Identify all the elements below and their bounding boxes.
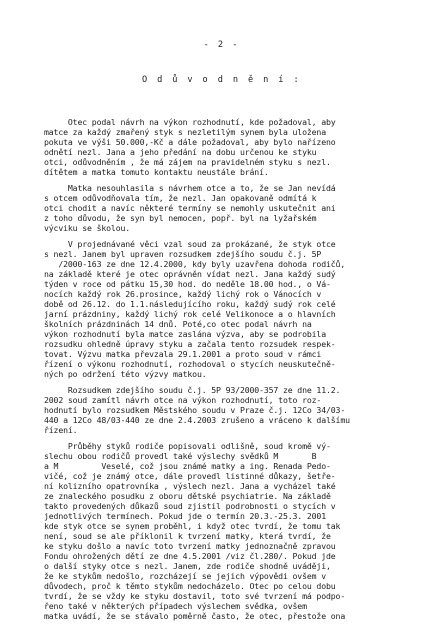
text-line: ných po održení této výzvy matkou.: [44, 369, 207, 379]
text-line: /2000-163 ze dne 12.4.2000, kdy byly uzavřena dohoda rodičů,: [44, 259, 346, 269]
text-line: a M Veselé, což jsou známé matky a ing. Renada Pedo-: [44, 461, 331, 471]
text-line: vičé, což je známý otce, dále provedl listinné důkazy, šetře-: [44, 471, 336, 481]
paragraph: [44, 441, 406, 621]
text-line: řízení o výkonu rozhodnutí, rozhodoval o stycích neuskutečně-: [44, 359, 336, 369]
text-line: ke styku došlo a navíc toto tvrzení matky jednoznačně zpravou: [44, 541, 336, 551]
text-line: tvrdí, že se vždy ke styku dostavil, toto své tvrzení má podpo-: [44, 591, 346, 601]
paragraph: [44, 385, 406, 435]
paragraph: [44, 239, 406, 379]
text-line: 2002 soud zamítl návrh otce na výkon rozhodnutí, toto roz-: [44, 395, 322, 405]
text-line: s nezl. Janem byl upraven rozsudkem zdejšího soudu č.j. 5P: [44, 249, 322, 259]
text-line: že ke stykům nedošlo, rozcházejí se jejich výpovědi ovšem v: [44, 571, 326, 581]
text-line: kde styk otce se synem proběhl, i když otec tvrdí, že tomu tak: [44, 521, 341, 531]
text-line: výcviku se školou.: [44, 223, 131, 233]
text-line: o další styky otce s nezl. Janem, zde rodiče shodně uváději,: [44, 561, 331, 571]
text-line: řízení.: [44, 425, 78, 435]
text-line: hodnutí bylo rozsudkem Městského soudu v Praze č.j. 12Co 34/03-: [44, 405, 346, 415]
page-number: - 2 -: [203, 40, 240, 50]
text-line: Otec podal návrh na výkon rozhodnutí, kde požadoval, aby: [44, 117, 336, 127]
text-line: rozsudku ohledně úpravy styku a začala tento rozsudek respek-: [44, 339, 336, 349]
text-line: 440 a 12Co 48/03-440 ze dne 2.4.2003 zrušeno a vráceno k dalšímu: [44, 415, 350, 425]
text-line: otci chodit a navíc některé termíny se nemohly uskutečnit ani: [44, 203, 336, 213]
text-line: Fondu ohrožených dětí ze dne 4.5.2001 /viz čl.280/. Pokud jde: [44, 551, 336, 561]
paragraph: [44, 117, 406, 177]
text-line: Matka nesouhlasila s návrhem otce a to, že se Jan nevídá: [44, 183, 336, 193]
text-line: z toho důvodu, že syn byl nemocen, popř. byl na lyžařském: [44, 213, 317, 223]
text-line: otci, odůvodněním , že má zájem na pravidelném styku s nezl.: [44, 157, 331, 167]
text-line: jednotlivých termínech. Pokud jde o termín 20.3.-25.3. 2001: [44, 511, 326, 521]
text-line: matce za každý zmařený styk s nezletilým synem byla uložena: [44, 127, 326, 137]
text-line: nocích každý rok 26.prosince, každý lichý rok o Vánocích v: [44, 289, 322, 299]
text-line: není, soud se ale příklonil k tvrzení matky, která tvrdí, že: [44, 531, 331, 541]
text-line: ze znaleckého posudku z oboru dětské psychiatrie. Na základě: [44, 491, 331, 501]
text-line: důvodech, proč k těmto stykům nedocházelo. Otec po celou dobu: [44, 581, 336, 591]
text-line: dítětem a matka tomuto kontaktu neustále brání.: [44, 167, 269, 177]
text-line: jarní prázdniny, každý lichý rok celé Velikonoce a o hlavních: [44, 309, 336, 319]
text-line: Rozsudkem zdejšího soudu č.j. 5P 93/2000-357 ze dne 11.2.: [44, 385, 341, 395]
section-heading: O d ů v o d n ě n í :: [141, 75, 302, 85]
text-line: ní kolizního opatrovníka , výslech nezl. Jana a vycházel také: [44, 481, 336, 491]
text-line: odnětí nezl. Jana a jeho předání na dobu určenou ke styku: [44, 147, 317, 157]
text-line: výkon rozhodnutí byla matce zaslána výzva, aby se podrobila: [44, 329, 326, 339]
text-line: tovat. Výzvu matka převzala 29.1.2001 a proto soud v rámci: [44, 349, 322, 359]
text-line: na základě které je otec oprávněn vídat nezl. Jana každý sudý: [44, 269, 336, 279]
text-line: s otcem odůvodňovala tím, že nezl. Jan opakovaně odmítá k: [44, 193, 317, 203]
text-line: takto provedených důkazů soud zjistil podrobnosti o stycích v: [44, 501, 336, 511]
document-body: [44, 117, 406, 627]
text-line: době od 26.12. do 1.1.následujícího roku, každý sudý rok celé: [44, 299, 336, 309]
text-line: slechu obou rodičů provedl také výslechy svědků M B: [44, 451, 317, 461]
text-line: V projednávané věci vzal soud za prokázané, že styk otce: [44, 239, 336, 249]
text-line: pokuta ve výši 50.000,-Kč a dále požadoval, aby bylo nařízeno: [44, 137, 336, 147]
text-line: řeno také v některých případech výslechem svědka, ovšem: [44, 601, 307, 611]
text-line: školních prázdninách 14 dnů. Poté,co otec podal návrh na: [44, 319, 312, 329]
paragraph: [44, 183, 406, 233]
text-line: matka uvádí, že se stávalo poměrně často, že otec, přestože ona: [44, 611, 346, 621]
text-line: Průběhy styků rodiče popisovali odlišně, soud kromě vý-: [44, 441, 331, 451]
text-line: týden v roce od pátku 15,30 hod. do neděle 18.00 hod., o Vá-: [44, 279, 331, 289]
